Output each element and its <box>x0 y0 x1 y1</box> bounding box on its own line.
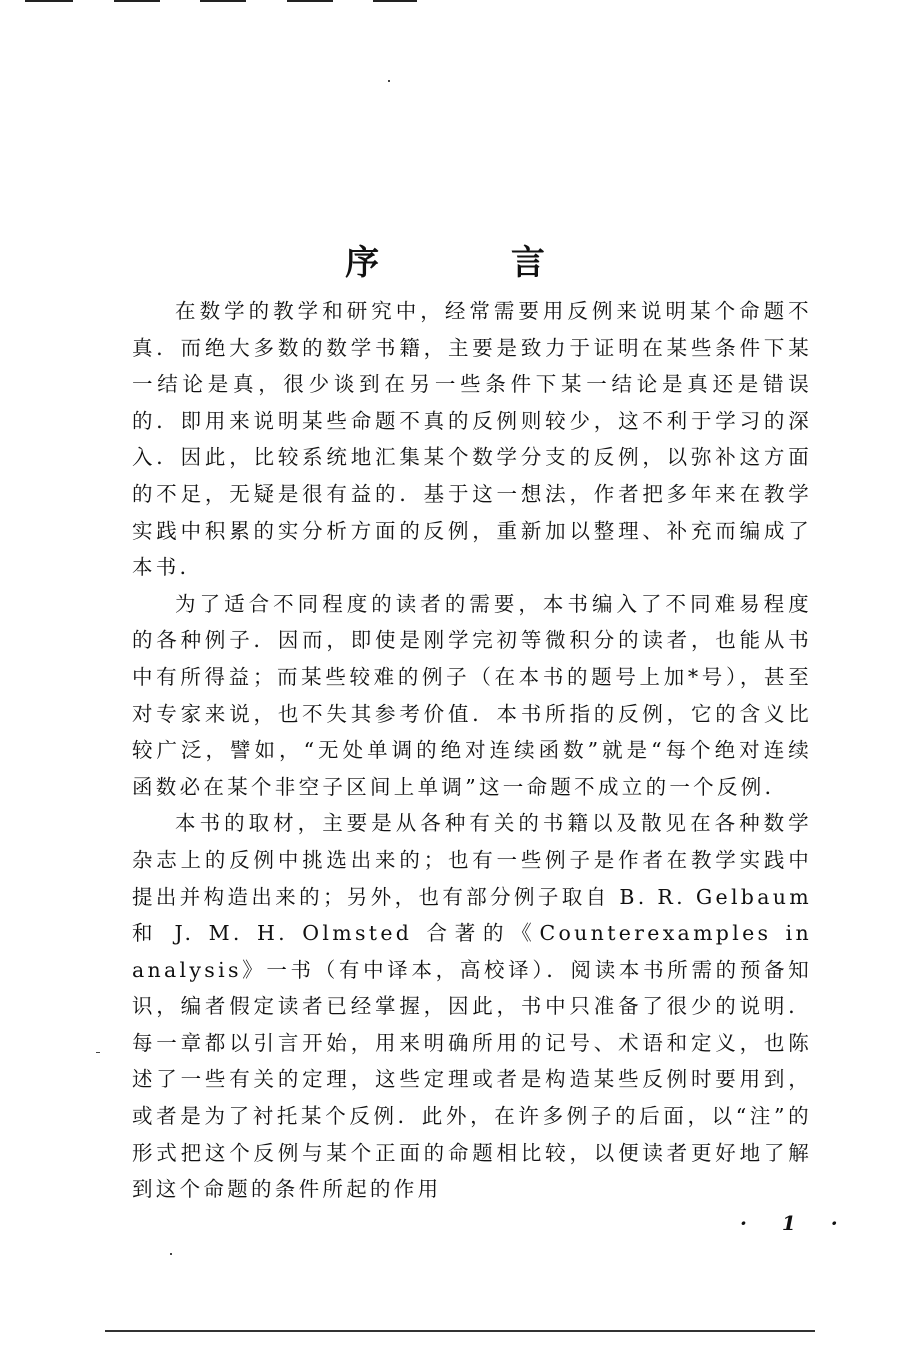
top-rule-1 <box>25 0 73 2</box>
top-rule-2 <box>114 0 160 2</box>
page-number: · 1 · <box>740 1211 852 1235</box>
paragraph-1: 在数学的教学和研究中，经常需要用反例来说明某个命题不真．而绝大多数的数学书籍，主要是致力于证明在某些条件下某一结论是真，很少谈到在另一些条件下某一结论是真还是错误的．即用来说明某些命题不真的反例则较少，这不利于学习的深入．因此，比较系统地汇集某个数学分支的反例，以弥补这方面的不足，无疑是很有益的．基于这一想法，作者把多年来在教学实践中积累的实分析方面的反例，重新加以整理、补充而编成了本书． <box>132 299 812 580</box>
paragraph-3: 本书的取材，主要是从各种有关的书籍以及散见在各种数学杂志上的反例中挑选出来的；也有一些例子是作者在教学实践中提出并构造出来的；另外，也有部分例子取自 B. R. Gelbaum 和 J. M. H. Olmsted 合著的《Counterexamples in analysis》一书（有中译本，高校译）．阅读本书所需的预备知识，编者假定读者已经掌握，因此，书中只准备了很少的说明．每一章都以引言开始，用来明确所用的记号、术语和定义，也陈述了一些有关的定理，这些定理或者是构造某些反例时要用到，或者是为了衬托某个反例．此外，在许多例子的后面，以“注”的形式把这个反例与某个正面的命题相比较，以便读者更好地了解到这个命题的条件所起的作用 <box>132 811 812 1202</box>
bottom-rule <box>105 1330 815 1332</box>
scan-speck <box>96 1052 100 1053</box>
scan-speck <box>388 80 390 82</box>
top-rule-5 <box>373 0 417 2</box>
top-rule-4 <box>287 0 333 2</box>
preface-body <box>132 293 812 1208</box>
paragraph-2: 为了适合不同程度的读者的需要，本书编入了不同难易程度的各种例子．因而，即使是刚学完初等微积分的读者，也能从书中有所得益；而某些较难的例子（在本书的题号上加*号），甚至对专家来说，也不失其参考价值．本书所指的反例，它的含义比较广泛，譬如，“无处单调的绝对连续函数”就是“每个绝对连续函数必在某个非空子区间上单调”这一命题不成立的一个反例． <box>132 591 812 799</box>
top-rule-3 <box>200 0 246 2</box>
scan-speck <box>170 1253 172 1255</box>
page-title: 序 言 <box>345 242 605 283</box>
